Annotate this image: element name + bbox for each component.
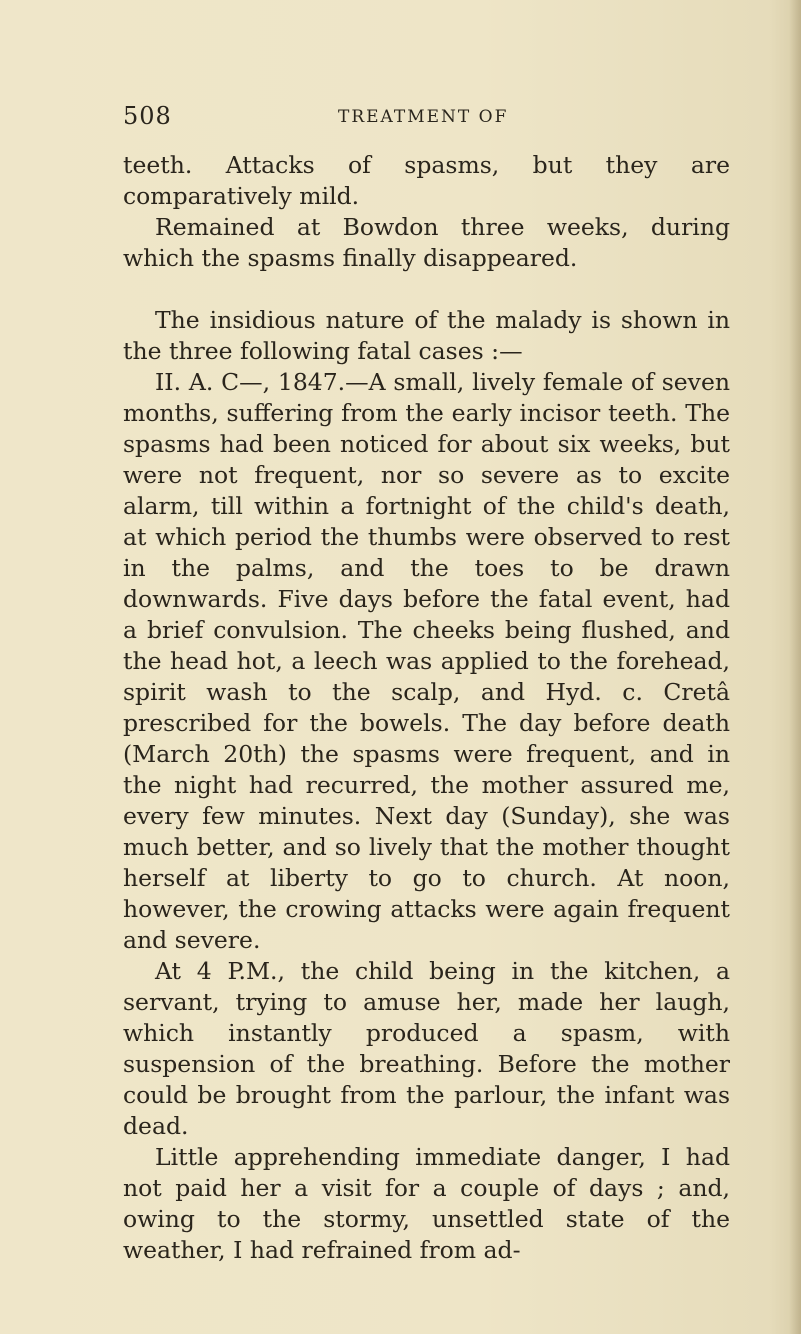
paragraph-2: Remained at Bowdon three weeks, during which the spasms finally disappeared. xyxy=(123,213,730,272)
running-title: TREATMENT OF xyxy=(338,107,509,127)
page-edge-shadow xyxy=(789,0,801,1334)
paragraph-3: The insidious nature of the malady is shown in the three following fatal cases :— xyxy=(123,306,730,365)
paragraph-1: teeth. Attacks of spasms, but they are comparatively mild. xyxy=(123,151,730,210)
paragraph-5: At 4 P.M., the child being in the kitchen, a servant, trying to amuse her, made her laugh, which instantly produced a spasm, with suspension of the breathing. Before the mother could be brought from the parlour, the infant was dead. xyxy=(123,957,730,1140)
paragraph-4: II. A. C—, 1847.—A small, lively female of seven months, suffering from the early incisor teeth. The spasms had been noticed for about six weeks, but were not frequent, nor so severe as to excite alarm, till within a fortnight of the child's death, at which period the thumbs were observed to rest in the palms, and the toes to be drawn downwards. Five days before the fatal event, had a brief convulsion. The cheeks being flushed, and the head hot, a leech was applied to the forehead, spirit wash to the scalp, and Hyd. c. Cretâ prescribed for the bowels. The day before death (March 20th) the spasms were frequent, and in the night had recurred, the mother assured me, every few minutes. Next day (Sunday), she was much better, and so lively that the mother thought herself at liberty to go to church. At noon, however, the crowing attacks were again frequent and severe. xyxy=(123,368,730,954)
page-number: 508 xyxy=(123,102,172,130)
running-head xyxy=(123,102,730,138)
paragraph-6: Little apprehending immediate danger, I had not paid her a visit for a couple of days ; and, owing to the stormy, unsettled state of the weather, I had refrained from ad- xyxy=(123,1143,730,1264)
body-text xyxy=(123,150,730,1266)
